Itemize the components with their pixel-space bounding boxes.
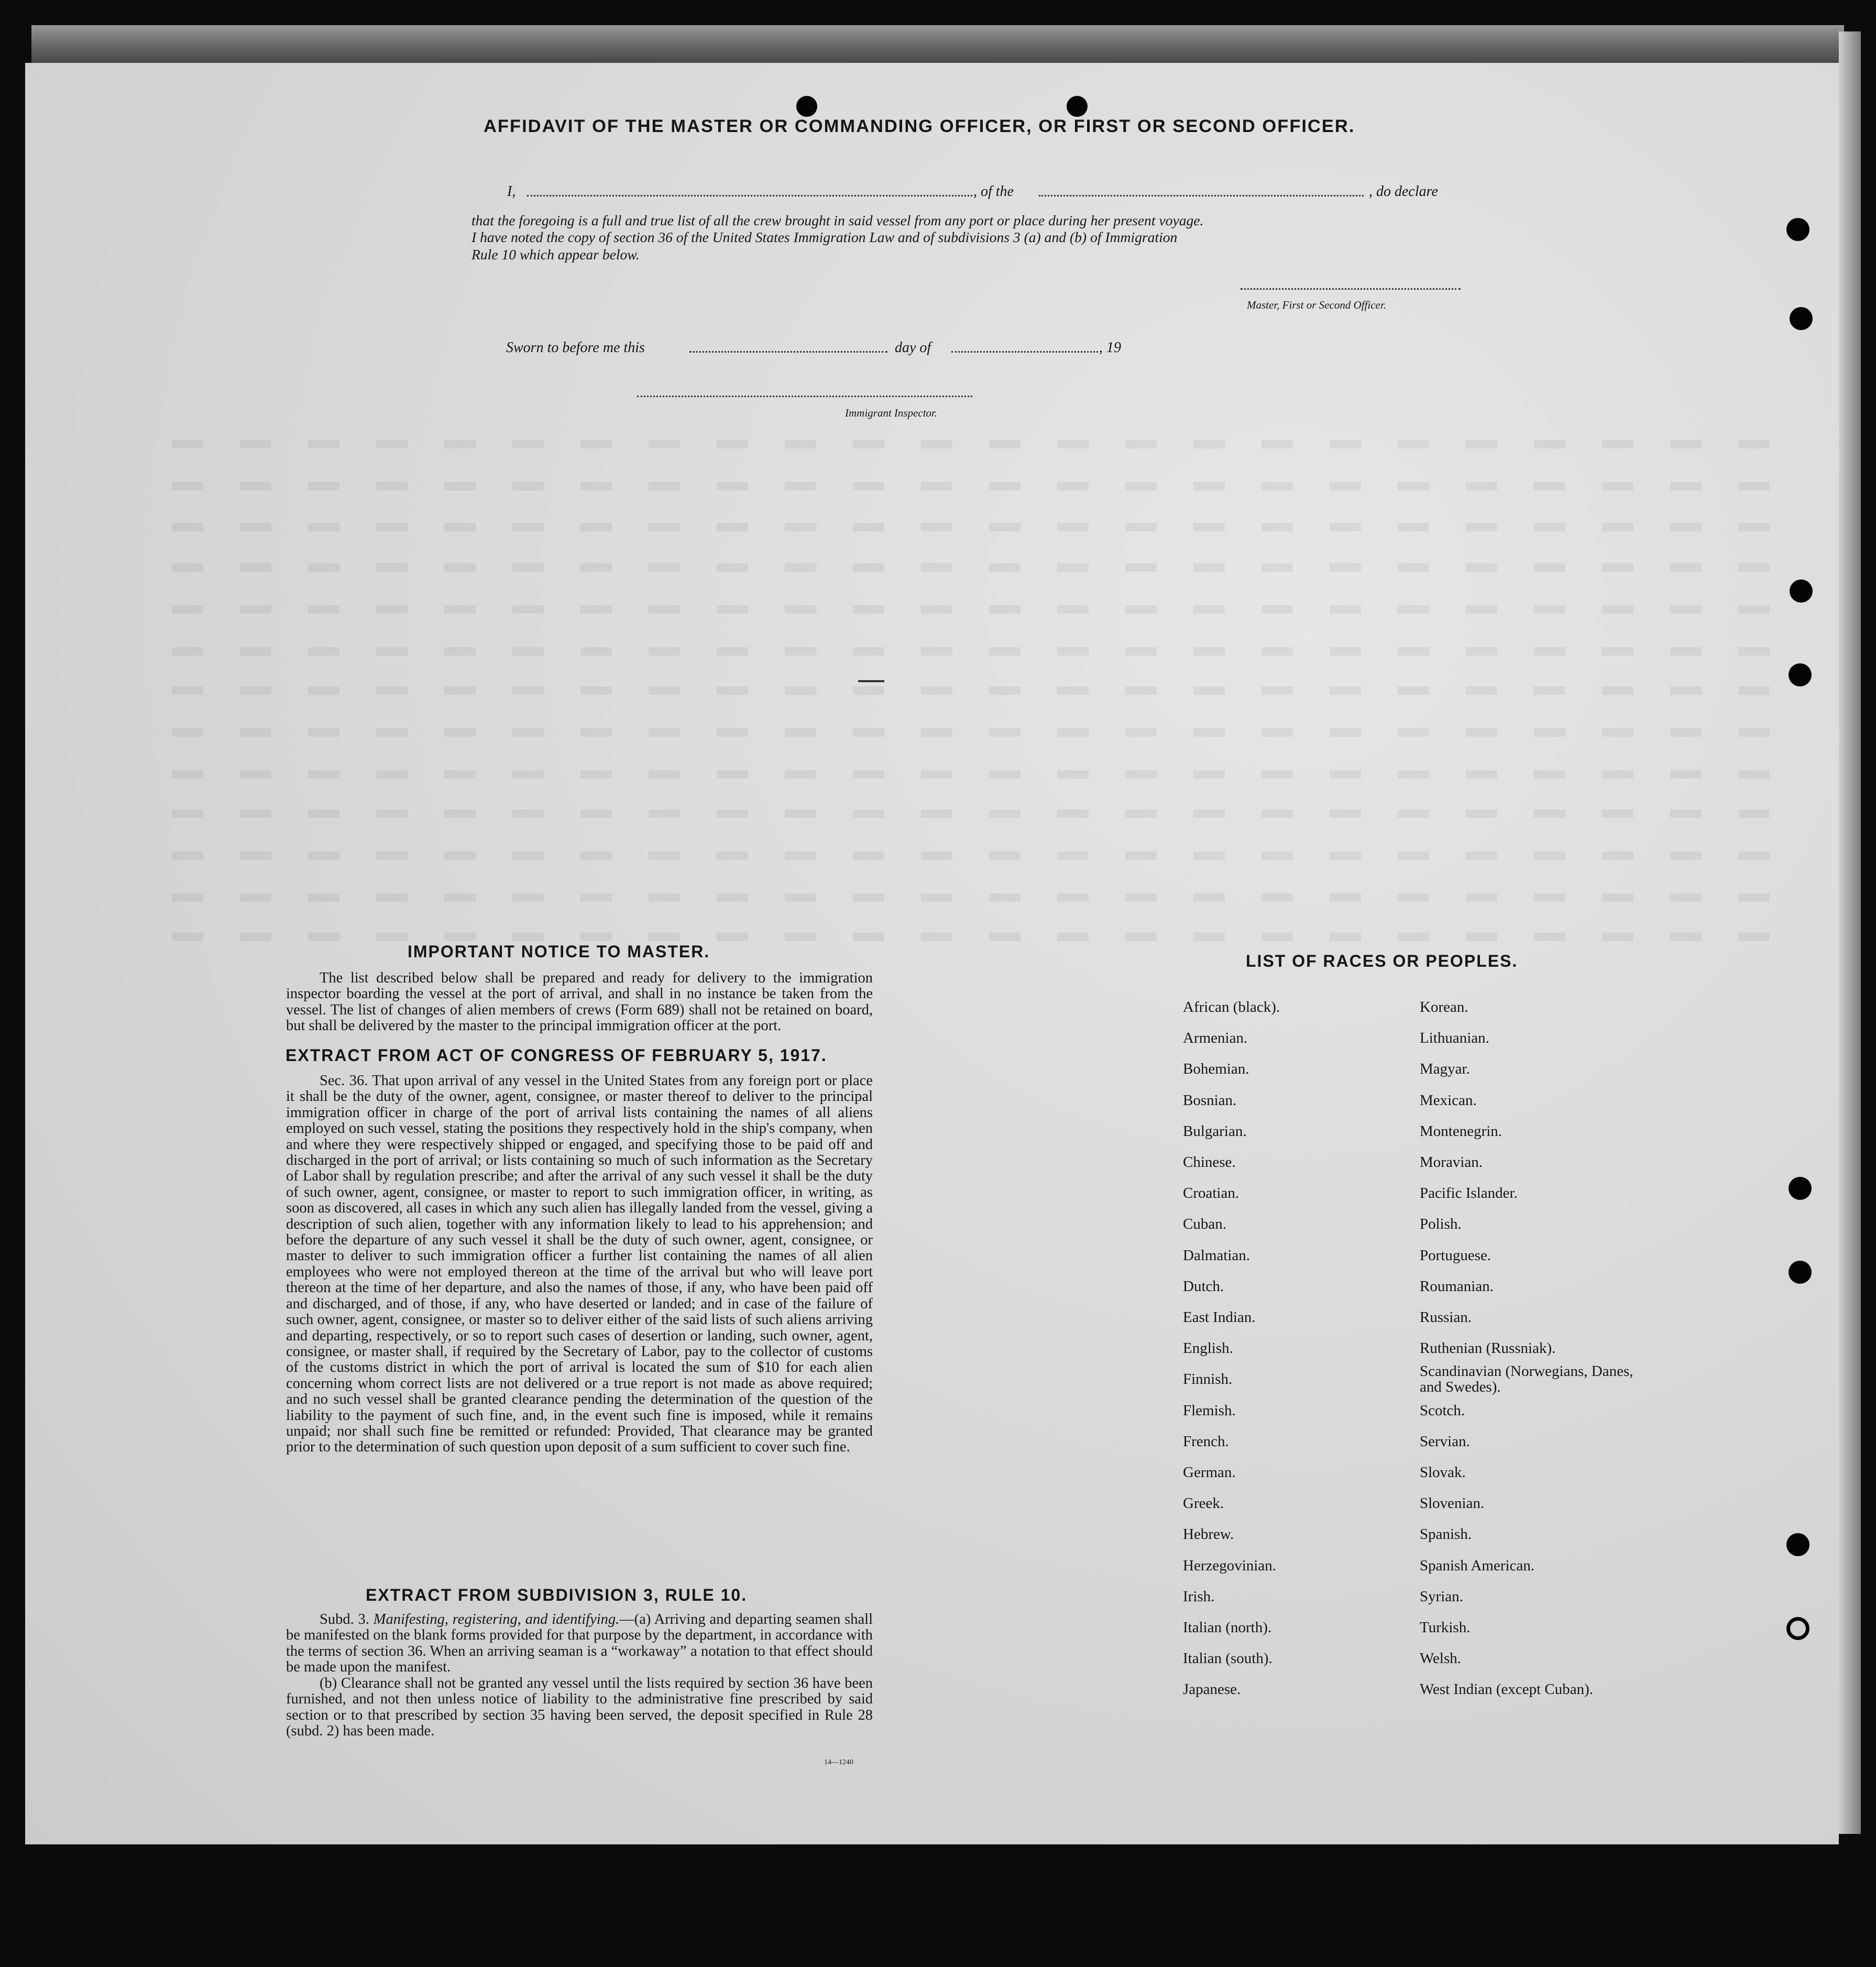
act-extract-title: EXTRACT FROM ACT OF CONGRESS OF FEBRUARY 5, 1917. <box>286 1046 827 1065</box>
punch-hole <box>1789 1261 1812 1284</box>
sworn-label: Sworn to before me this <box>506 340 645 356</box>
race-item: Welsh. <box>1420 1650 1462 1667</box>
master-signature-line[interactable] <box>1241 288 1461 290</box>
races-title: LIST OF RACES OR PEOPLES. <box>1246 952 1518 970</box>
race-item: West Indian (except Cuban). <box>1420 1681 1594 1698</box>
race-item: Magyar. <box>1420 1061 1470 1078</box>
binder-pin <box>1067 96 1088 117</box>
affidavit-line-2: that the foregoing is a full and true list of all the crew brought in said vessel from any port or place during her present voyage. <box>471 212 1204 228</box>
race-item: German. <box>1183 1464 1236 1481</box>
master-signature-label: Master, First or Second Officer. <box>1247 299 1386 311</box>
race-item: East Indian. <box>1183 1309 1256 1326</box>
rule-para-a-text: —(a) Arriving and departing seamen shall be manifested on the blank forms provided for that purpose by the department, in accordance with the terms of section 36. When an arriving seaman is a “workaway” a notation to that effect should be made upon the manifest. <box>286 1611 873 1676</box>
race-item: Dalmatian. <box>1183 1247 1250 1264</box>
race-item: Ruthenian (Russniak). <box>1420 1340 1556 1357</box>
name-blank[interactable] <box>527 195 972 196</box>
race-item: Dutch. <box>1183 1277 1224 1295</box>
race-item: Croatian. <box>1183 1185 1239 1202</box>
of-the-label: , of the <box>973 183 1014 200</box>
document-sheet <box>25 63 1839 1844</box>
sworn-month-blank[interactable] <box>951 351 1098 353</box>
race-item: Pacific Islander. <box>1420 1185 1518 1202</box>
affidavit-i-label: I, <box>507 183 516 200</box>
race-item: Herzegovinian. <box>1183 1557 1276 1574</box>
punch-hole <box>1789 1177 1812 1200</box>
bleed-through-row <box>172 647 1776 655</box>
bleed-through-row <box>172 933 1776 941</box>
race-item: Spanish. <box>1420 1526 1472 1543</box>
race-item: Armenian. <box>1183 1030 1248 1047</box>
race-item: Syrian. <box>1420 1588 1463 1605</box>
bleed-through-row <box>172 770 1776 779</box>
race-item: Bosnian. <box>1183 1091 1237 1109</box>
race-item: Servian. <box>1420 1433 1470 1450</box>
race-item: Spanish American. <box>1420 1557 1535 1574</box>
year-label: , 19 <box>1099 340 1121 356</box>
rule-extract-title: EXTRACT FROM SUBDIVISION 3, RULE 10. <box>366 1586 748 1604</box>
affidavit-line-3: I have noted the copy of section 36 of the United States Immigration Law and of subdivisions 3 (a) and (b) of Immigration <box>471 229 1178 245</box>
race-item: Russian. <box>1420 1309 1472 1326</box>
punch-hole <box>1786 1617 1809 1640</box>
act-extract-text: Sec. 36. That upon arrival of any vessel in the United States from any foreign port or place it shall be the duty of the owner, agent, consignee, or master thereof to deliver to the principal immigration officer in charge of the port of arrival lists containing the names of all aliens employed on such vessel, stating the positions they respectively hold in the ship's company, when and where they were respectively shipped or engaged, and specifying those to be paid off and discharged in the port of arrival; or lists containing so much of such information as the Secretary of Labor shall by regulation prescribe; and after the arrival of any such vessel it shall be the duty of such owner, agent, consignee, or master to report to such immigration officer, in writing, as soon as discovered, all cases in which any such alien has illegally landed from the vessel, giving a description of such alien, together with any information likely to lead to his apprehension; and before the departure of any such vessel it shall be the duty of such owner, agent, consignee, or master to deliver to such immigration officer a further list containing the names of all alien employees who were not employed thereon at the time of the arrival but who will leave port thereon at the time of her departure, and also the names of those, if any, who have been paid off and discharged, and of those, if any, who have deserted or landed; and in case of the failure of such owner, agent, consignee, or master so to deliver either of the said lists of such aliens arriving and departing, respectively, or so to report such cases of desertion or landing, such owner, agent, consignee, or master shall, if required by the Secretary of Labor, pay to the collector of customs of the customs district in which the port of arrival is located the sum of $10 for each alien concerning whom correct lists are not delivered or a true report is not made as above required; and no such vessel shall be granted clearance pending the determination of the question of the liability to the payment of such fine, and, in the event such fine is imposed, while it remains unpaid; nor shall such fine be remitted or refunded: Provided, That clearance may be granted prior to the determination of such question upon deposit of a sum sufficient to cover such fine. <box>286 1073 873 1456</box>
sworn-day-blank[interactable] <box>689 351 887 353</box>
binder-pin <box>796 96 817 117</box>
race-item: Flemish. <box>1183 1402 1236 1419</box>
rule-para-a-heading: Manifesting, registering, and identifying. <box>373 1611 620 1627</box>
race-item: Bohemian. <box>1183 1061 1249 1078</box>
do-declare-label: , do declare <box>1369 183 1438 200</box>
race-item: Japanese. <box>1183 1681 1241 1698</box>
notice-title: IMPORTANT NOTICE TO MASTER. <box>408 942 710 961</box>
bleed-through-row <box>172 523 1776 531</box>
page-stack-edge-right <box>1839 31 1861 1834</box>
bleed-through-row <box>172 440 1776 449</box>
race-item: Hebrew. <box>1183 1526 1234 1543</box>
punch-hole <box>1786 1533 1809 1556</box>
race-item: Roumanian. <box>1420 1277 1494 1295</box>
race-item: Greek. <box>1183 1495 1224 1512</box>
race-item: Korean. <box>1420 999 1468 1015</box>
inspector-signature-line[interactable] <box>637 396 972 397</box>
bleed-through-row <box>172 563 1776 572</box>
bleed-through-row <box>172 686 1776 695</box>
race-item: Scotch. <box>1420 1402 1465 1419</box>
bleed-through-row <box>172 605 1776 614</box>
race-item: Scandinavian (Norwegians, Danes, and Swedes). <box>1420 1363 1633 1396</box>
punch-hole <box>1789 663 1812 686</box>
bleed-through-row <box>172 851 1776 860</box>
affidavit-line-4: Rule 10 which appear below. <box>471 246 640 263</box>
rule-para-b: (b) Clearance shall not be granted any vessel until the lists required by section 36 have been furnished, and not then unless notice of liability to the administrative fine prescribed by said section or to that prescribed by section 35 having been served, the deposit specified in Rule 28 (subd. 2) has been made. <box>286 1675 873 1740</box>
race-item: Finnish. <box>1183 1371 1233 1388</box>
rule-para-a-lead: Subd. 3. <box>320 1611 369 1627</box>
punch-hole <box>1790 580 1813 603</box>
affidavit-title: AFFIDAVIT OF THE MASTER OR COMMANDING OFFICER, OR FIRST OR SECOND OFFICER. <box>484 116 1355 136</box>
title-blank[interactable] <box>1039 195 1364 196</box>
bleed-through-row <box>172 810 1776 818</box>
stray-mark <box>858 680 884 682</box>
race-item: Bulgarian. <box>1183 1122 1247 1140</box>
race-item: Mexican. <box>1420 1091 1477 1109</box>
race-item: Turkish. <box>1420 1619 1471 1636</box>
punch-hole <box>1790 307 1813 330</box>
punch-hole <box>1786 218 1809 241</box>
race-item: Cuban. <box>1183 1216 1226 1233</box>
race-item: Polish. <box>1420 1216 1462 1233</box>
race-item: Italian (south). <box>1183 1650 1272 1667</box>
bleed-through-row <box>172 728 1776 737</box>
rule-para-a <box>286 1612 873 1676</box>
race-item: French. <box>1183 1433 1229 1450</box>
bleed-through-row <box>172 482 1776 490</box>
race-item: Chinese. <box>1183 1154 1236 1171</box>
race-item: Irish. <box>1183 1588 1215 1605</box>
bleed-through-row <box>172 893 1776 902</box>
notice-text: The list described below shall be prepared and ready for delivery to the immigration inspector boarding the vessel at the port of arrival, and shall in no instance be taken from the vessel. The list of changes of alien members of crews (Form 689) shall not be retained on board, but shall be delivered by the master to the principal immigration officer at the port. <box>286 970 873 1034</box>
form-number: 14—1240 <box>824 1758 853 1766</box>
inspector-label: Immigrant Inspector. <box>845 407 938 419</box>
race-item: Portuguese. <box>1420 1247 1491 1264</box>
day-of-label: day of <box>895 340 931 356</box>
race-item: African (black). <box>1183 999 1280 1015</box>
race-item: Moravian. <box>1420 1154 1483 1171</box>
race-item: Lithuanian. <box>1420 1030 1489 1047</box>
race-item: Slovenian. <box>1420 1495 1485 1512</box>
race-item: English. <box>1183 1340 1233 1357</box>
race-item: Slovak. <box>1420 1464 1466 1481</box>
race-item: Montenegrin. <box>1420 1122 1502 1140</box>
race-item: Italian (north). <box>1183 1619 1272 1636</box>
